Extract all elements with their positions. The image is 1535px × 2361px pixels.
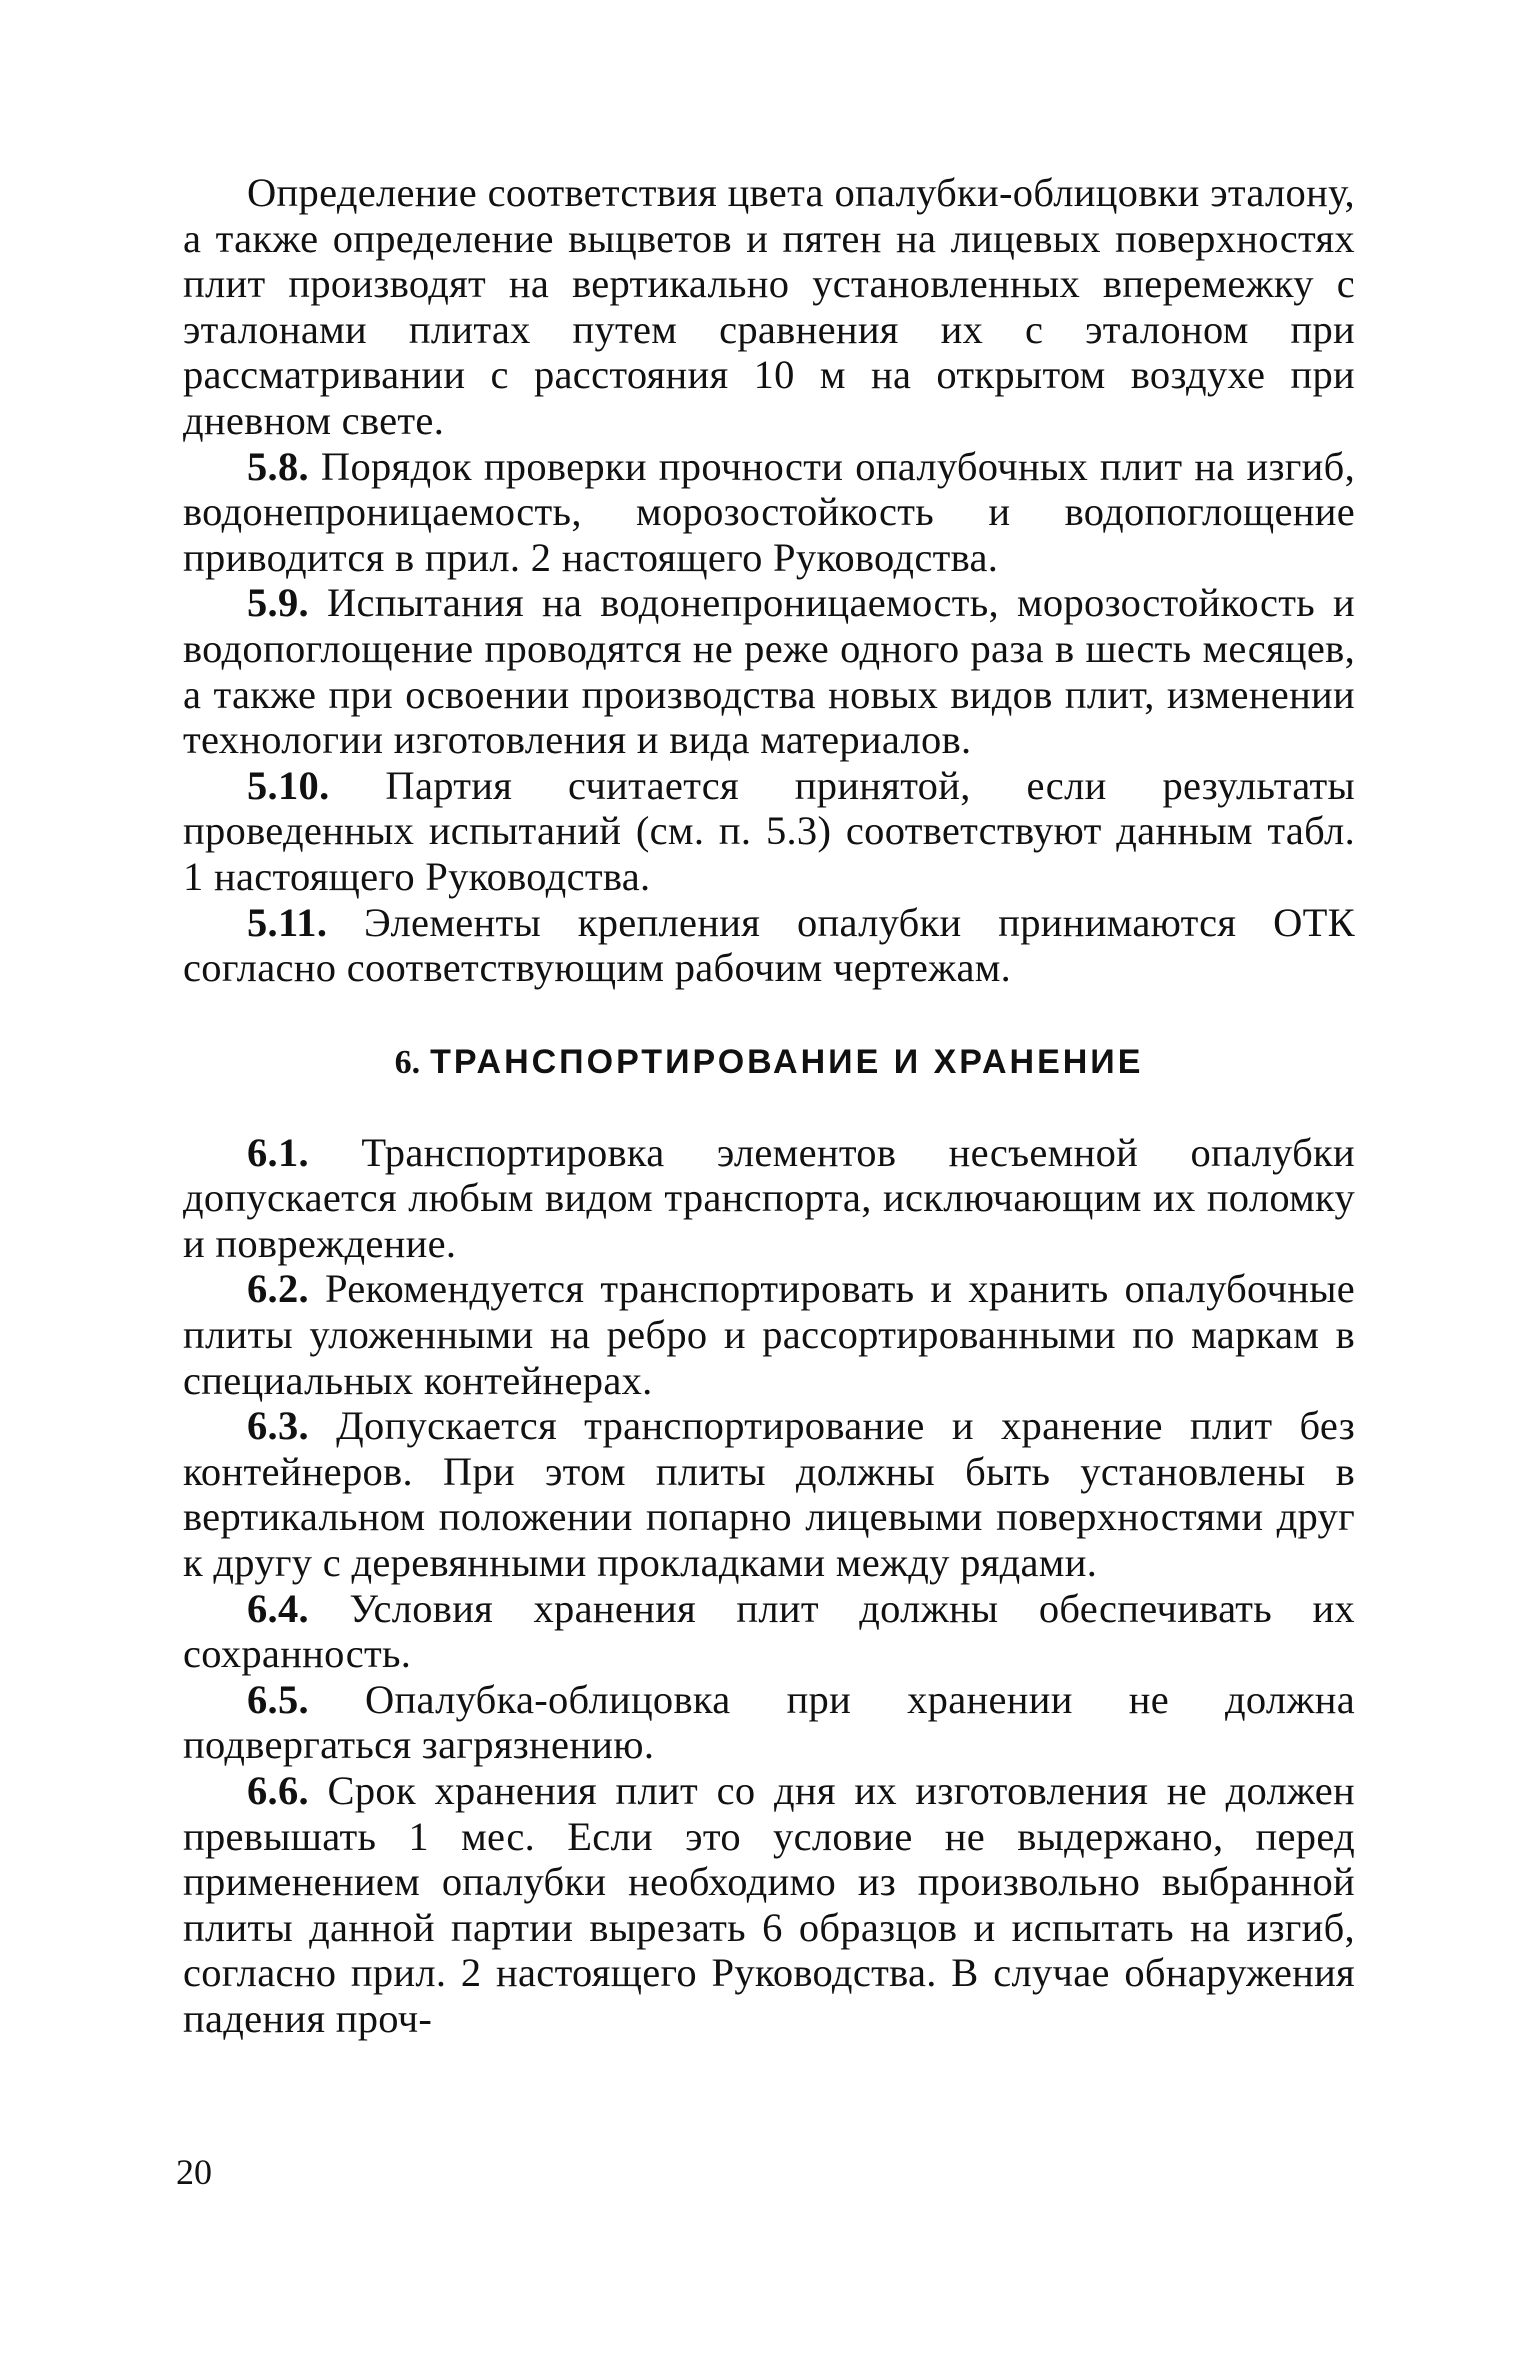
- paragraph-text: Срок хранения плит со дня их изготовления не должен превышать 1 мес. Если это условие не выдержано, перед применением опалубки необходимо из произвольно выбранной плиты данной партии вырезать 6 образцов и испытать на изгиб, согласно прил. 2 настоящего Руководства. В случае обнаружения падения проч-: [183, 1768, 1355, 2041]
- paragraph-5-8: [183, 444, 1355, 581]
- clause-number: 5.9.: [247, 580, 309, 626]
- paragraph-text: Определение соответствия цвета опалубки-облицовки эталону, а также определение выцветов и пятен на лицевых поверхностях плит производят на вертикально установленных вперемежку с эталонами плитах путем сравнения их с эталоном при рассматривании с расстояния 10 м на открытом воздухе при дневном свете.: [183, 170, 1355, 443]
- clause-number: 5.8.: [247, 443, 309, 489]
- section-title: ТРАНСПОРТИРОВАНИЕ И ХРАНЕНИЕ: [430, 1042, 1144, 1081]
- paragraph-6-3: [183, 1403, 1355, 1585]
- clause-number: 6.6.: [247, 1768, 309, 1813]
- page-body: [183, 170, 1355, 2042]
- paragraph-5-11: [183, 900, 1355, 991]
- paragraph-text: Порядок проверки прочности опалубочных плит на изгиб, водонепроницаемость, морозостойкость и водопоглощение приводится в прил. 2 настоящего Руководства.: [183, 443, 1355, 580]
- paragraph-color-check: [183, 170, 1355, 444]
- paragraph-6-2: [183, 1266, 1355, 1403]
- paragraph-text: Транспортировка элементов несъемной опалубки допускается любым видом транспорта, исключающим их поломку и повреждение.: [183, 1129, 1355, 1266]
- paragraph-6-6: [183, 1768, 1355, 2042]
- paragraph-text: Опалубка-облицовка при хранении не должна подвергаться загрязнению.: [183, 1676, 1355, 1768]
- page-number: 20: [176, 2152, 212, 2192]
- paragraph-5-9: [183, 580, 1355, 762]
- clause-number: 6.4.: [247, 1585, 309, 1631]
- clause-number: 6.2.: [247, 1266, 309, 1312]
- section-number: 6.: [394, 1043, 421, 1081]
- clause-number: 5.11.: [247, 899, 328, 945]
- paragraph-text: Элементы крепления опалубки принимаются ОТК согласно соответствующим рабочим чертежам.: [183, 899, 1355, 991]
- clause-number: 6.5.: [247, 1676, 309, 1722]
- clause-number: 6.1.: [247, 1129, 309, 1175]
- paragraph-text: Рекомендуется транспортировать и хранить опалубочные плиты уложенными на ребро и рассортированными по маркам в специальных контейнерах.: [183, 1266, 1355, 1403]
- section-heading: [183, 1040, 1355, 1085]
- clause-number: 6.3.: [247, 1403, 309, 1449]
- paragraph-6-4: [183, 1586, 1355, 1677]
- paragraph-text: Условия хранения плит должны обеспечивать их сохранность.: [183, 1585, 1355, 1677]
- paragraph-text: Испытания на водонепроницаемость, морозостойкость и водопоглощение проводятся не реже одного раза в шесть месяцев, а также при освоении производства новых видов плит, изменении технологии изготовления и вида материалов.: [183, 580, 1355, 763]
- paragraph-5-10: [183, 763, 1355, 900]
- paragraph-text: Допускается транспортирование и хранение плит без контейнеров. При этом плиты должны быть установлены в вертикальном положении попарно лицевыми поверхностями друг к другу с деревянными прокладками между рядами.: [183, 1403, 1355, 1586]
- paragraph-text: Партия считается принятой, если результаты проведенных испытаний (см. п. 5.3) соответствуют данным табл. 1 настоящего Руководства.: [183, 762, 1355, 899]
- clause-number: 5.10.: [247, 762, 330, 808]
- paragraph-6-5: [183, 1677, 1355, 1768]
- paragraph-6-1: [183, 1130, 1355, 1267]
